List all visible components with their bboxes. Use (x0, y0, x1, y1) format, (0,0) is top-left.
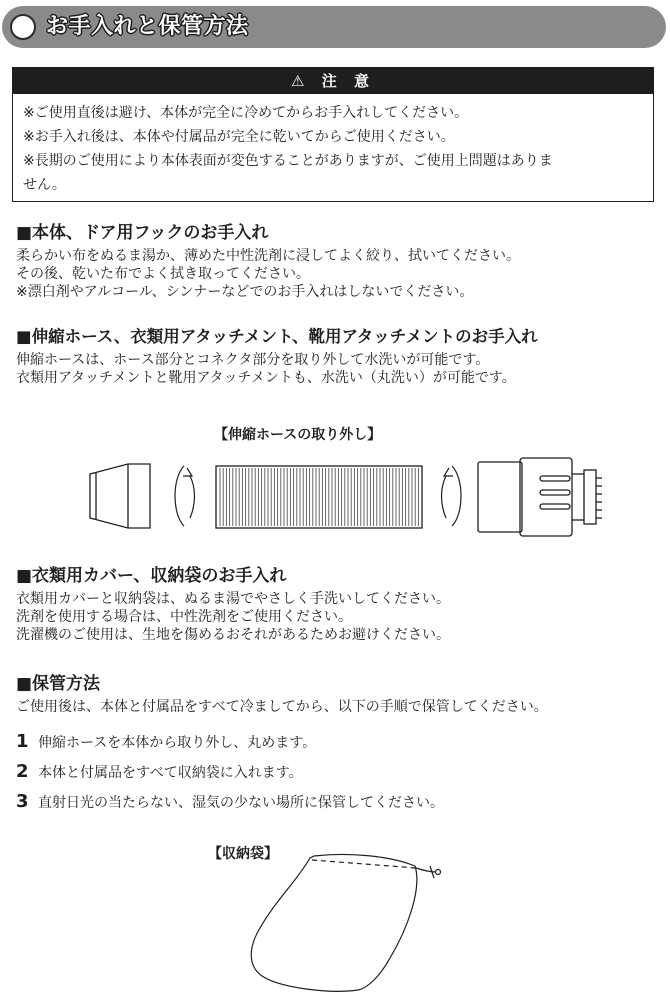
text-line: 柔らかい布をぬるま湯か、薄めた中性洗剤に浸してよく絞り、拭いてください。 (16, 248, 520, 264)
step-number: 2 (16, 761, 29, 782)
bag-figure-caption: 【収納袋】 (208, 846, 278, 862)
step-number: 1 (16, 731, 29, 752)
step-text: 本体と付属品をすべて収納袋に入れます。 (38, 765, 303, 781)
section-text (16, 698, 656, 716)
text-line: 洗剤を使用する場合は、中性洗剤をご使用ください。 (16, 609, 352, 625)
text-line: 伸縮ホースは、ホース部分とコネクタ部分を取り外して水洗いが可能です。 (16, 352, 490, 368)
step-text: 直射日光の当たらない、湿気の少ない場所に保管してください。 (38, 795, 444, 811)
storage-step (16, 732, 316, 753)
text-line: 洗濯機のご使用は、生地を傷めるおそれがあるためお避けください。 (16, 627, 450, 643)
section-text (16, 590, 656, 644)
hose-body-icon (216, 466, 422, 528)
section-cover (16, 564, 656, 644)
section-title: ■伸縮ホース、衣類用アタッチメント、靴用アタッチメントのお手入れ (16, 327, 538, 346)
caution-box (12, 67, 654, 202)
caution-body (13, 94, 653, 197)
caution-line: ※長期のご使用により本体表面が変色することがありますが、ご使用上問題はありま (23, 153, 553, 169)
section-title: ■本体、ドア用フックのお手入れ (16, 223, 269, 243)
section-title: ■衣類用カバー、収納袋のお手入れ (16, 566, 287, 586)
section-text (16, 247, 656, 301)
hose-illustration (0, 452, 670, 552)
section-text (16, 351, 656, 387)
step-number: 3 (16, 791, 29, 812)
section-body-hook (16, 221, 656, 301)
text-line: ご使用後は、本体と付属品をすべて冷ましてから、以下の手順で保管してください。 (16, 699, 548, 715)
hose-connector-icon (90, 464, 150, 528)
bag-illustration (240, 848, 460, 998)
circle-bullet-icon (10, 14, 36, 40)
rotate-arrow-icon (442, 466, 462, 526)
section-title: ■保管方法 (16, 674, 101, 694)
caution-line: ※ご使用直後は避け、本体が完全に冷めてからお手入れしてください。 (23, 105, 469, 121)
caution-line: せん。 (23, 177, 66, 193)
step-text: 伸縮ホースを本体から取り外し、丸めます。 (38, 735, 317, 751)
hose-figure-caption: 【伸縮ホースの取り外し】 (214, 427, 382, 443)
rotate-arrow-icon (175, 466, 195, 526)
section-hose (16, 325, 656, 387)
text-line: ※漂白剤やアルコール、シンナーなどでのお手入れはしないでください。 (16, 284, 474, 300)
nozzle-connector-icon (478, 458, 602, 536)
text-line: その後、乾いた布でよく拭き取ってください。 (16, 266, 310, 282)
text-line: 衣類用アタッチメントと靴用アタッチメントも、水洗い（丸洗い）が可能です。 (16, 370, 516, 386)
section-storage (16, 672, 656, 716)
text-line: 衣類用カバーと収納袋は、ぬるま湯でやさしく手洗いしてください。 (16, 591, 450, 607)
header-bar (2, 6, 666, 48)
page-title: お手入れと保管方法 (46, 14, 249, 39)
storage-step (16, 792, 444, 813)
storage-step (16, 762, 303, 783)
caution-heading: ⚠ 注 意 (13, 68, 653, 94)
caution-line: ※お手入れ後は、本体や付属品が完全に乾いてからご使用ください。 (23, 129, 455, 145)
